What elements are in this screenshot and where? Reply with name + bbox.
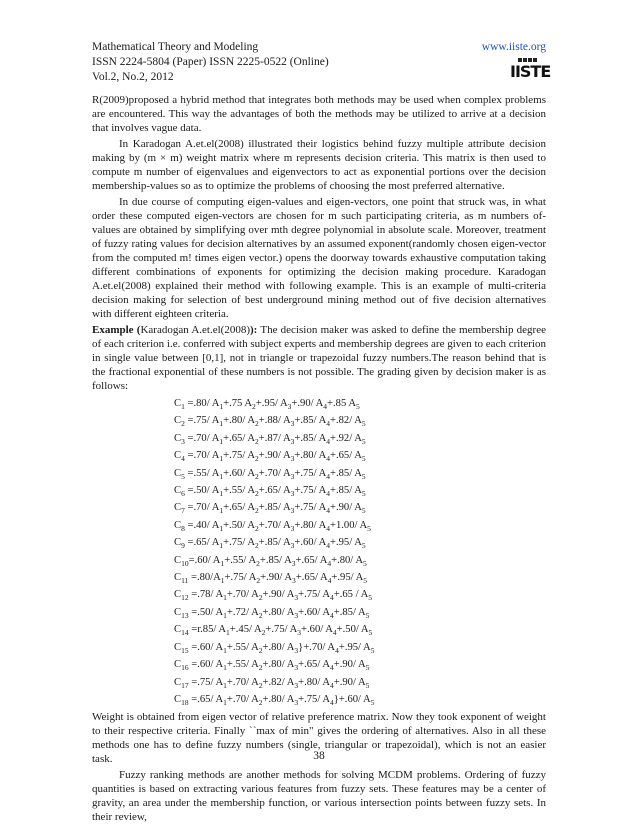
paragraph-3: In due course of computing eigen-values and eigen-vectors, one point that struck was, in what order these computed eigen-vectors are chosen for m such participating criteria, as m numbers of-values are obtained by simplifying over mth degree polynomial in absolute scale. Moreover, treatment of fuzzy rating values for decision alternatives by an assumed exponent(randomly chosen eigen-vector from the computed m! times eigen vector.) opens the doorway towards exhaustive computation taking different combinations of exponents for optimizing the decision making procedure. Karadogan A.et.el(2008) explained their method with following example. This is an example of multi-criteria decision making for selection of best underground mining method out of five decision alternatives with different eighteen criteria. [92, 196, 546, 320]
paragraph-2: In Karadogan A.et.el(2008) illustrated their logistics behind fuzzy multiple attribute decision making by (m × m) weight matrix where m represents decision criteria. This matrix is then used to compute m number of eigenvalues and eigenvectors to act as exponential portions over the decision membership-values so as to optimize the problems of choosing the most preferred alternative. [92, 138, 546, 192]
criterion-17-formula: $C_{17} =.75/$ $A_1+.70/$ $A_2+.82/$ $A_3+.80/$ $A_4+.90/$ $A_5$ [174, 676, 370, 690]
journal-url-link[interactable]: www.iiste.org [481, 41, 546, 53]
criterion-10-formula: $C_{10}=.60/$ $A_1+.55/$ $A_2+.85/$ $A_3+.65/$ $A_4+.80/$ $A_5$ [174, 554, 367, 568]
issn-line: ISSN 2224-5804 (Paper) ISSN 2225-0522 (Online) [92, 56, 329, 68]
criterion-16-formula: $C_{16} =.60/$ $A_1+.55/$ $A_2+.80/$ $A_3+.65/$ $A_4+.90/$ $A_5$ [174, 659, 370, 673]
criterion-2-formula: $C_2 =.75/$ $A_1+.80/$ $A_2+.88/$ $A_3+.85/$ $A_4+.82/$ $A_5$ [174, 415, 366, 429]
example-label: Example ( [92, 324, 141, 336]
paragraph-after-1: Weight is obtained from eigen vector of relative preference matrix. Now they took exponent of weight to their respective criteria. Finally ``max of min" gives the ordering of alternatives. Also in all these methods one has to define fuzzy numbers (single, triangular or trapezoidal), which is not an easier task. [92, 711, 546, 766]
criterion-8-formula: $C_8 =.40/$ $A_1+.50/$ $A_2+.70/$ $A_3+.80/$ $A_4+1.00/$ $A_5$ [174, 519, 371, 533]
criterion-5-formula: $C_5 =.55/$ $A_1+.60/$ $A_2+.70/$ $A_3+.75/$ $A_4+.85/$ $A_5$ [174, 467, 366, 481]
criterion-6-formula: $C_6 =.50/$ $A_1+.55/$ $A_2+.65/$ $A_3+.75/$ $A_4+.85/$ $A_5$ [174, 485, 366, 499]
criterion-9-formula: $C_9 =.65/$ $A_1+.75/$ $A_2+.85/$ $A_3+.60/$ $A_4+.95/$ $A_5$ [174, 537, 366, 551]
paragraph-after-2: Fuzzy ranking methods are another methods for solving MCDM problems. Ordering of fuzzy quantities is based on extracting various features from fuzzy sets. These features may be a center of gravity, an area under the membership function, or various intersection points between fuzzy sets. In their review, [92, 769, 546, 824]
example-paragraph [92, 323, 546, 393]
criterion-14-formula: $C_{14} =r.85/$ $A_1+.45/$ $A_2+.75/$ $A_3+.60/$ $A_4+.50/$ $A_5$ [174, 624, 373, 638]
criteria-grading-list [174, 395, 546, 708]
criterion-15-formula: $C_{15} =.60/$ $A_1+.55/$ $A_2+.80/$ $A_3\}+.70/$ $A_4+.95/$ $A_5$ [174, 641, 375, 655]
criterion-4-formula: $C_4 =.70/$ $A_1+.75/$ $A_2+.90/$ $A_3+.80/$ $A_4+.65/$ $A_5$ [174, 450, 366, 464]
paragraph-1: R(2009)proposed a hybrid method that integrates both methods may be used when complex problems are encountered. This way the advantages of both the methods may be utilized to arrive at a decision that involves vague data. [92, 94, 546, 134]
iiste-logo [510, 58, 551, 86]
article-body [92, 93, 546, 826]
example-citation: Karadogan A.et.el(2008) [140, 324, 250, 336]
page-header [92, 40, 551, 85]
example-label-end: ): [249, 324, 258, 336]
volume-line: Vol.2, No.2, 2012 [92, 71, 174, 83]
criterion-11-formula: $C_{11} =.80/A_1+.75/$ $A_2+.90/$ $A_3+.65/$ $A_4+.95/$ $A_5$ [174, 572, 368, 586]
page-number: 38 [313, 750, 325, 762]
example-text: The decision maker was asked to define the membership degree of each criterion i.e. conferred with subject experts and membership degrees are given to each criterion in single value between [0,1], not in triangle or trapezoidal fuzzy numbers.The reason behind that is the fractional exponential of these numbers is not possible. The grading given by decision maker is as follows: [92, 324, 546, 392]
criterion-18-formula: $C_{18} =.65/$ $A_1+.70/$ $A_2+.80/$ $A_3+.75/$ $A_4\}+.60/$ $A_5$ [174, 693, 375, 708]
criterion-1-formula: $C_1 =.80/$ $A_1+.75$ $A_2+.95/$ $A_3+.90/$ $A_4+.85$ $A_5$ [174, 398, 360, 412]
criterion-7-formula: $C_7 =.70/$ $A_1+.65/$ $A_2+.85/$ $A_3+.75/$ $A_4+.90/$ $A_5$ [174, 502, 366, 516]
journal-title: Mathematical Theory and Modeling [92, 41, 259, 53]
criterion-3-formula: $C_3 =.70/$ $A_1+.65/$ $A_2+.87/$ $A_3+.85/$ $A_4+.92/$ $A_5$ [174, 432, 366, 446]
criterion-12-formula: $C_{12} =.78/$ $A_1+.70/$ $A_2+.90/$ $A_3+.75/$ $A_4+.65 / A_5$ [174, 589, 373, 603]
logo-text: IISTE [510, 62, 551, 81]
criterion-13-formula: $C_{13} =.50/$ $A_1+.72/$ $A_2+.80/$ $A_3+.60/$ $A_4+.85/$ $A_5$ [174, 606, 370, 620]
